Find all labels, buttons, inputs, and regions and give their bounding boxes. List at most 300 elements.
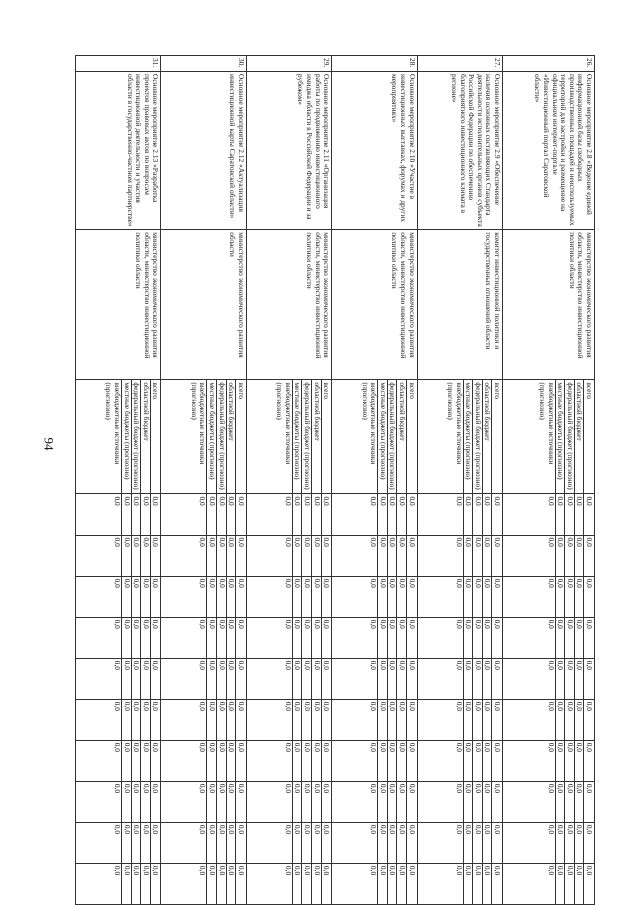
funding-values <box>332 617 417 658</box>
funding-value: 0,0 <box>406 536 416 576</box>
funding-value: 0,0 <box>472 823 482 863</box>
funding-value: 0,0 <box>463 494 473 534</box>
funding-source-label: федеральный бюджет (прогнозно) <box>387 380 397 493</box>
funding-value: 0,0 <box>583 536 593 576</box>
funding-value: 0,0 <box>377 823 387 863</box>
funding-values <box>246 822 331 863</box>
funding-value: 0,0 <box>121 700 131 740</box>
funding-value: 0,0 <box>321 659 331 699</box>
funding-value: 0,0 <box>121 577 131 617</box>
funding-values <box>417 822 502 863</box>
funding-value: 0,0 <box>406 659 416 699</box>
funding-source-label: внебюджетные источники (прогнозно) <box>104 382 123 465</box>
activity-name: Основное мероприятие 2.9 «Обеспечение наличия основных составляющих Стандарта деятельности исполнительных органов субъекта Российской Федерации по обеспечению благоприятного инвестиционного климата в регионе» <box>417 72 502 230</box>
funding-value: 0,0 <box>226 864 236 904</box>
funding-value: 0,0 <box>369 742 379 753</box>
funding-value: 0,0 <box>377 700 387 740</box>
funding-value: 0,0 <box>583 618 593 658</box>
funding-value: 0,0 <box>226 782 236 822</box>
funding-value: 0,0 <box>283 742 293 753</box>
funding-value: 0,0 <box>140 823 150 863</box>
activity-name: Основное мероприятие 2.11 «Организация работы по продвижению инвестиционного имиджа области в Российской Федерации и за рубежом» <box>246 72 331 230</box>
funding-value: 0,0 <box>321 864 331 904</box>
funding-value: 0,0 <box>583 741 593 781</box>
funding-value: 0,0 <box>406 741 416 781</box>
funding-value: 0,0 <box>198 537 208 547</box>
funding-value: 0,0 <box>396 864 406 904</box>
funding-source-label: местные бюджеты (прогнозно) <box>292 380 302 493</box>
funding-value: 0,0 <box>226 659 236 699</box>
funding-value: 0,0 <box>387 864 397 904</box>
funding-value: 0,0 <box>206 536 216 576</box>
funding-value: 0,0 <box>198 742 208 753</box>
activity-name: Основное мероприятие 2.8 «Ведение единой информационной базы свободных производственных площадей и неиспользуемых территорий для застройки и размещение на официальном интернет-портале «Инвестиционный портал Саратовской области» <box>502 72 594 230</box>
funding-value: 0,0 <box>454 537 464 547</box>
funding-value: 0,0 <box>283 578 293 588</box>
funding-value: 0,0 <box>555 864 565 904</box>
funding-value: 0,0 <box>113 619 123 629</box>
funding-value: 0,0 <box>292 659 302 699</box>
funding-value: 0,0 <box>131 659 141 699</box>
funding-value: 0,0 <box>311 741 321 781</box>
funding-value: 0,0 <box>131 864 141 904</box>
responsible-executor: министерство экономического развития области <box>161 230 246 380</box>
funding-value: 0,0 <box>377 618 387 658</box>
funding-value: 0,0 <box>216 536 226 576</box>
funding-value: 0,0 <box>463 577 473 617</box>
funding-value: 0,0 <box>121 823 131 863</box>
funding-value: 0,0 <box>206 864 216 904</box>
funding-value: 0,0 <box>377 864 387 904</box>
funding-value: 0,0 <box>546 742 556 753</box>
funding-value: 0,0 <box>292 864 302 904</box>
funding-values <box>246 740 331 781</box>
funding-values <box>332 781 417 822</box>
funding-value: 0,0 <box>311 577 321 617</box>
funding-value: 0,0 <box>472 782 482 822</box>
funding-value: 0,0 <box>491 741 501 781</box>
funding-value: 0,0 <box>369 865 379 876</box>
funding-values <box>502 863 594 904</box>
funding-source-label: местные бюджеты (прогнозно) <box>377 380 387 493</box>
funding-value: 0,0 <box>406 864 416 904</box>
funding-value: 0,0 <box>482 823 492 863</box>
funding-value: 0,0 <box>283 865 293 876</box>
funding-source-label: федеральный бюджет (прогнозно) <box>131 380 141 493</box>
funding-value: 0,0 <box>150 577 160 617</box>
funding-value: 0,0 <box>377 494 387 534</box>
funding-values <box>417 699 502 740</box>
funding-source-label: областной бюджет <box>140 380 150 493</box>
funding-values <box>161 535 246 576</box>
funding-values <box>246 699 331 740</box>
funding-value: 0,0 <box>140 494 150 534</box>
funding-value: 0,0 <box>140 741 150 781</box>
funding-value: 0,0 <box>555 700 565 740</box>
funding-values <box>332 658 417 699</box>
funding-value: 0,0 <box>555 782 565 822</box>
funding-sources <box>246 380 331 494</box>
funding-value: 0,0 <box>301 864 311 904</box>
row-number: 27. <box>417 56 502 72</box>
funding-value: 0,0 <box>396 494 406 534</box>
funding-values <box>76 658 161 699</box>
funding-value: 0,0 <box>150 700 160 740</box>
funding-value: 0,0 <box>546 824 556 835</box>
funding-value: 0,0 <box>301 700 311 740</box>
funding-value: 0,0 <box>406 618 416 658</box>
funding-value: 0,0 <box>387 618 397 658</box>
funding-value: 0,0 <box>463 618 473 658</box>
funding-value: 0,0 <box>396 700 406 740</box>
funding-value: 0,0 <box>546 537 556 547</box>
funding-value: 0,0 <box>283 701 293 711</box>
funding-value: 0,0 <box>564 659 574 699</box>
funding-value: 0,0 <box>235 577 245 617</box>
funding-value: 0,0 <box>564 864 574 904</box>
funding-value: 0,0 <box>206 659 216 699</box>
funding-value: 0,0 <box>321 741 331 781</box>
funding-value: 0,0 <box>226 577 236 617</box>
funding-value: 0,0 <box>301 659 311 699</box>
funding-values <box>246 658 331 699</box>
funding-value: 0,0 <box>387 494 397 534</box>
funding-value: 0,0 <box>206 782 216 822</box>
funding-value: 0,0 <box>387 782 397 822</box>
funding-value: 0,0 <box>574 494 584 534</box>
funding-values <box>332 576 417 617</box>
funding-value: 0,0 <box>292 536 302 576</box>
funding-value: 0,0 <box>150 864 160 904</box>
funding-source-label: внебюджетные источники (прогнозно) <box>538 382 556 465</box>
funding-value: 0,0 <box>472 577 482 617</box>
funding-value: 0,0 <box>482 536 492 576</box>
funding-value: 0,0 <box>301 782 311 822</box>
funding-value: 0,0 <box>555 659 565 699</box>
funding-values <box>417 494 502 535</box>
responsible-executor: министерство экономического развития области, министерство инвестиционной политики области <box>502 230 594 380</box>
table-row <box>332 56 417 905</box>
funding-value: 0,0 <box>491 494 501 534</box>
funding-value: 0,0 <box>555 823 565 863</box>
funding-value: 0,0 <box>564 577 574 617</box>
funding-value: 0,0 <box>369 824 379 835</box>
funding-value: 0,0 <box>216 494 226 534</box>
funding-value: 0,0 <box>235 782 245 822</box>
funding-value: 0,0 <box>198 619 208 629</box>
funding-value: 0,0 <box>406 577 416 617</box>
funding-value: 0,0 <box>491 618 501 658</box>
funding-value: 0,0 <box>583 700 593 740</box>
funding-values <box>76 781 161 822</box>
funding-source-label: всего <box>150 380 160 493</box>
funding-value: 0,0 <box>206 741 216 781</box>
funding-value: 0,0 <box>131 536 141 576</box>
funding-values <box>246 863 331 904</box>
funding-value: 0,0 <box>206 577 216 617</box>
funding-value: 0,0 <box>150 618 160 658</box>
funding-value: 0,0 <box>387 577 397 617</box>
funding-value: 0,0 <box>216 659 226 699</box>
funding-value: 0,0 <box>463 700 473 740</box>
funding-value: 0,0 <box>311 536 321 576</box>
funding-values <box>502 781 594 822</box>
funding-value: 0,0 <box>321 577 331 617</box>
funding-value: 0,0 <box>140 782 150 822</box>
funding-value: 0,0 <box>482 618 492 658</box>
funding-values <box>76 740 161 781</box>
funding-value: 0,0 <box>555 536 565 576</box>
funding-values <box>161 781 246 822</box>
funding-value: 0,0 <box>121 659 131 699</box>
funding-values <box>161 617 246 658</box>
funding-value: 0,0 <box>283 619 293 629</box>
funding-value: 0,0 <box>150 782 160 822</box>
funding-value: 0,0 <box>113 701 123 711</box>
funding-values <box>246 494 331 535</box>
funding-value: 0,0 <box>283 660 293 670</box>
funding-value: 0,0 <box>472 536 482 576</box>
funding-value: 0,0 <box>301 536 311 576</box>
funding-values <box>161 494 246 535</box>
funding-source-label: областной бюджет <box>226 380 236 493</box>
funding-source-label: федеральный бюджет (прогнозно) <box>216 380 226 493</box>
funding-value: 0,0 <box>235 659 245 699</box>
funding-value: 0,0 <box>140 659 150 699</box>
funding-value: 0,0 <box>216 823 226 863</box>
funding-values <box>76 494 161 535</box>
funding-value: 0,0 <box>226 618 236 658</box>
funding-value: 0,0 <box>292 494 302 534</box>
funding-source-label: всего <box>235 380 245 493</box>
funding-value: 0,0 <box>226 536 236 576</box>
funding-value: 0,0 <box>463 659 473 699</box>
funding-values <box>502 576 594 617</box>
funding-values <box>417 535 502 576</box>
funding-value: 0,0 <box>150 536 160 576</box>
funding-value: 0,0 <box>131 700 141 740</box>
funding-value: 0,0 <box>311 823 321 863</box>
funding-values <box>502 617 594 658</box>
row-number: 29. <box>246 56 331 72</box>
funding-values <box>417 658 502 699</box>
funding-value: 0,0 <box>555 618 565 658</box>
funding-value: 0,0 <box>292 700 302 740</box>
funding-value: 0,0 <box>396 536 406 576</box>
funding-value: 0,0 <box>292 577 302 617</box>
funding-value: 0,0 <box>235 864 245 904</box>
funding-value: 0,0 <box>377 741 387 781</box>
funding-value: 0,0 <box>472 700 482 740</box>
funding-values <box>502 822 594 863</box>
funding-value: 0,0 <box>491 659 501 699</box>
funding-sources <box>417 380 502 494</box>
funding-value: 0,0 <box>292 782 302 822</box>
funding-value: 0,0 <box>113 496 123 506</box>
funding-value: 0,0 <box>387 741 397 781</box>
funding-values <box>76 535 161 576</box>
activity-name: Основное мероприятие 2.12 «Актуализация инвестиционной карты Саратовской области» <box>161 72 246 230</box>
funding-value: 0,0 <box>555 741 565 781</box>
funding-value: 0,0 <box>235 700 245 740</box>
table-row <box>161 56 246 905</box>
funding-value: 0,0 <box>574 618 584 658</box>
row-number: 31. <box>76 56 161 72</box>
funding-value: 0,0 <box>555 494 565 534</box>
funding-value: 0,0 <box>491 823 501 863</box>
funding-source-label: федеральный бюджет (прогнозно) <box>564 380 574 493</box>
funding-value: 0,0 <box>131 577 141 617</box>
funding-value: 0,0 <box>574 659 584 699</box>
funding-values <box>76 863 161 904</box>
funding-value: 0,0 <box>387 536 397 576</box>
funding-value: 0,0 <box>113 783 123 794</box>
funding-value: 0,0 <box>369 619 379 629</box>
funding-values <box>332 740 417 781</box>
funding-source-label: всего <box>583 380 593 493</box>
funding-value: 0,0 <box>574 700 584 740</box>
funding-source-label: внебюджетные источники (прогнозно) <box>360 382 379 465</box>
funding-value: 0,0 <box>321 823 331 863</box>
funding-value: 0,0 <box>472 618 482 658</box>
funding-values <box>332 699 417 740</box>
funding-source-label: местные бюджеты (прогнозно) <box>555 380 565 493</box>
funding-values <box>246 781 331 822</box>
funding-value: 0,0 <box>396 782 406 822</box>
funding-source-label: областной бюджет <box>574 380 584 493</box>
funding-value: 0,0 <box>564 536 574 576</box>
funding-value: 0,0 <box>216 741 226 781</box>
funding-value: 0,0 <box>321 536 331 576</box>
funding-value: 0,0 <box>564 494 574 534</box>
responsible-executor: министерство экономического развития области, министерство инвестиционной политики области <box>332 230 417 380</box>
funding-values <box>161 863 246 904</box>
funding-value: 0,0 <box>292 741 302 781</box>
funding-value: 0,0 <box>283 537 293 547</box>
table-row <box>76 56 161 905</box>
funding-value: 0,0 <box>121 618 131 658</box>
funding-value: 0,0 <box>564 823 574 863</box>
responsible-executor: комитет инвестиционной политики и государственных отношений области <box>417 230 502 380</box>
row-number: 30. <box>161 56 246 72</box>
funding-value: 0,0 <box>321 618 331 658</box>
funding-value: 0,0 <box>321 494 331 534</box>
funding-value: 0,0 <box>491 700 501 740</box>
funding-sources <box>161 380 246 494</box>
funding-value: 0,0 <box>131 823 141 863</box>
funding-value: 0,0 <box>206 700 216 740</box>
funding-value: 0,0 <box>140 577 150 617</box>
funding-values <box>246 576 331 617</box>
funding-source-label: областной бюджет <box>482 380 492 493</box>
funding-value: 0,0 <box>301 618 311 658</box>
funding-values <box>332 535 417 576</box>
funding-value: 0,0 <box>454 742 464 753</box>
funding-value: 0,0 <box>555 577 565 617</box>
funding-value: 0,0 <box>321 700 331 740</box>
funding-value: 0,0 <box>121 864 131 904</box>
funding-value: 0,0 <box>131 782 141 822</box>
funding-value: 0,0 <box>226 700 236 740</box>
funding-value: 0,0 <box>226 741 236 781</box>
funding-value: 0,0 <box>292 618 302 658</box>
funding-value: 0,0 <box>583 823 593 863</box>
funding-source-label: местные бюджеты (прогнозно) <box>463 380 473 493</box>
funding-value: 0,0 <box>235 741 245 781</box>
funding-value: 0,0 <box>491 782 501 822</box>
row-number: 26. <box>502 56 594 72</box>
funding-value: 0,0 <box>226 494 236 534</box>
funding-value: 0,0 <box>121 782 131 822</box>
funding-value: 0,0 <box>283 496 293 506</box>
funding-value: 0,0 <box>283 783 293 794</box>
funding-value: 0,0 <box>396 577 406 617</box>
funding-value: 0,0 <box>140 864 150 904</box>
funding-values <box>161 576 246 617</box>
funding-value: 0,0 <box>387 823 397 863</box>
funding-source-label: федеральный бюджет (прогнозно) <box>301 380 311 493</box>
funding-value: 0,0 <box>377 782 387 822</box>
funding-value: 0,0 <box>226 823 236 863</box>
funding-value: 0,0 <box>564 700 574 740</box>
funding-value: 0,0 <box>463 823 473 863</box>
funding-value: 0,0 <box>311 618 321 658</box>
responsible-executor: министерство экономического развития области, министерство инвестиционной политики области <box>76 230 161 380</box>
funding-value: 0,0 <box>564 741 574 781</box>
funding-value: 0,0 <box>311 494 321 534</box>
table-row <box>417 56 502 905</box>
funding-value: 0,0 <box>198 783 208 794</box>
funding-value: 0,0 <box>311 659 321 699</box>
funding-value: 0,0 <box>113 742 123 753</box>
funding-value: 0,0 <box>482 782 492 822</box>
funding-source-label: местные бюджеты (прогнозно) <box>121 380 131 493</box>
activity-name: Основное мероприятие 2.13 «Разработка проектов правовых актов по вопросам инвестиционной деятельности и участия области в государственно-частном партнерстве» <box>76 72 161 230</box>
funding-value: 0,0 <box>198 660 208 670</box>
funding-values <box>161 699 246 740</box>
funding-value: 0,0 <box>546 865 556 876</box>
funding-value: 0,0 <box>396 618 406 658</box>
table-row <box>246 56 331 905</box>
funding-values <box>502 740 594 781</box>
funding-value: 0,0 <box>546 496 556 506</box>
funding-value: 0,0 <box>235 618 245 658</box>
funding-value: 0,0 <box>406 823 416 863</box>
funding-values <box>417 740 502 781</box>
funding-value: 0,0 <box>198 496 208 506</box>
funding-value: 0,0 <box>369 496 379 506</box>
funding-source-label: местные бюджеты (прогнозно) <box>206 380 216 493</box>
funding-value: 0,0 <box>235 536 245 576</box>
funding-value: 0,0 <box>198 824 208 835</box>
funding-values <box>417 863 502 904</box>
funding-value: 0,0 <box>150 823 160 863</box>
funding-source-label: всего <box>321 380 331 493</box>
funding-value: 0,0 <box>574 782 584 822</box>
funding-value: 0,0 <box>454 783 464 794</box>
funding-value: 0,0 <box>150 741 160 781</box>
funding-value: 0,0 <box>491 864 501 904</box>
funding-value: 0,0 <box>216 782 226 822</box>
funding-values <box>76 822 161 863</box>
funding-values <box>417 617 502 658</box>
funding-value: 0,0 <box>396 741 406 781</box>
funding-value: 0,0 <box>546 578 556 588</box>
funding-value: 0,0 <box>482 864 492 904</box>
funding-value: 0,0 <box>472 864 482 904</box>
funding-value: 0,0 <box>574 864 584 904</box>
funding-value: 0,0 <box>463 864 473 904</box>
